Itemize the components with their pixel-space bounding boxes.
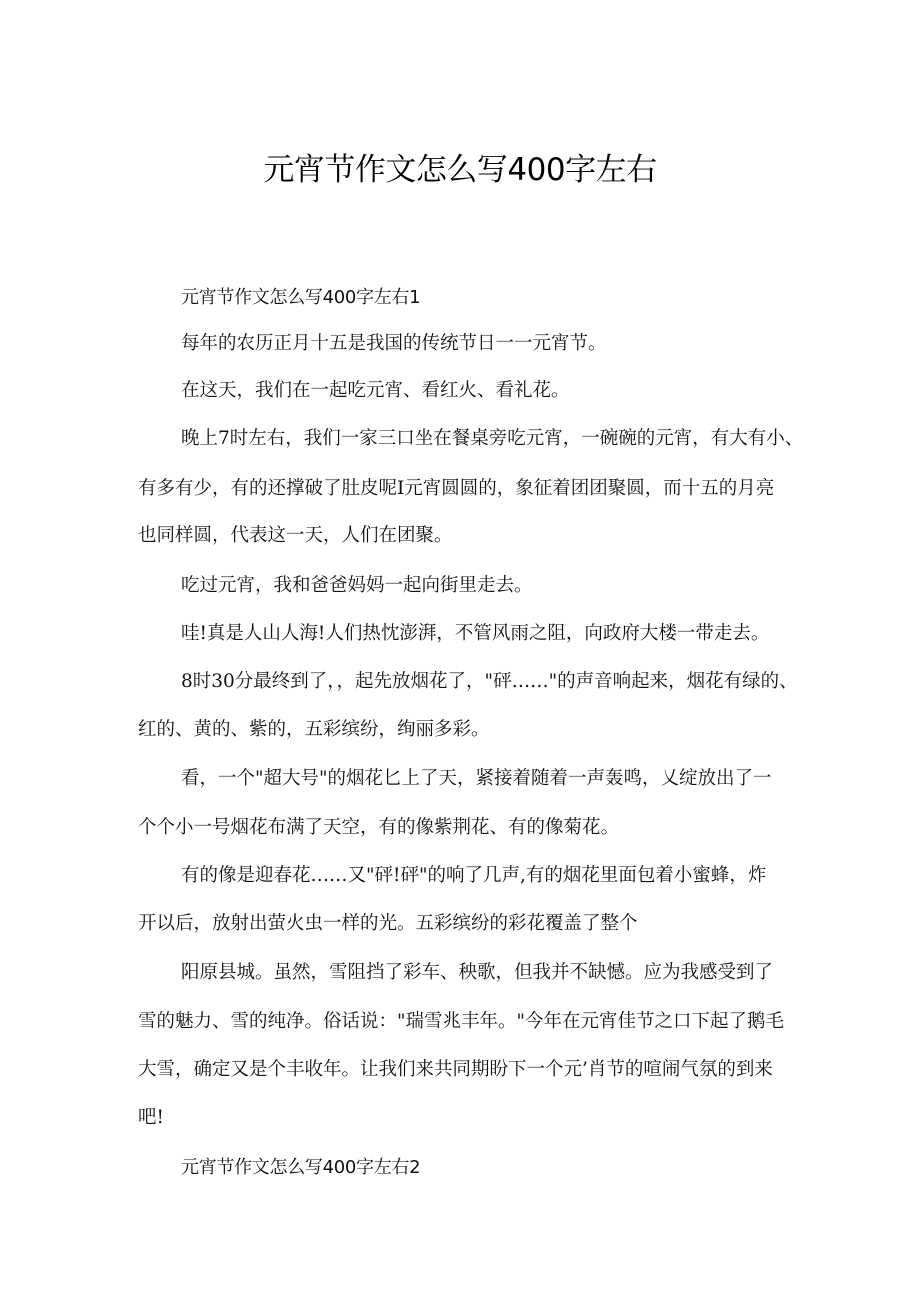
paragraph-line: 每年的农历正月十五是我国的传统节日一一元宵节。 <box>181 333 607 354</box>
paragraph-line: 晚上7时左右，我们一家三口坐在餐桌旁吃元宵，一碗碗的元宵，有大有小、 <box>181 428 804 449</box>
paragraph-line: 阳原县城。虽然，雪阻挡了彩车、秧歌，但我并不缺憾。应为我感受到了 <box>181 962 774 983</box>
paragraph-line: 大雪，确定又是个丰收年。让我们来共同期盼下一个元’肖节的喧闹气氛的到来 <box>138 1059 773 1080</box>
paragraph-line: 在这天，我们在一起吃元宵、看红火、看礼花。 <box>181 380 570 401</box>
paragraph-line: 雪的魅力、雪的纯净。俗话说："瑞雪兆丰年。"今年在元宵佳节之口下起了鹅毛 <box>138 1011 785 1032</box>
paragraph-line: 有多有少，有的还撑破了肚皮呢I元宵圆圆的，象征着团团聚圆，而十五的月亮 <box>138 478 775 499</box>
paragraph-line: 吧! <box>138 1107 164 1128</box>
paragraph-line: 哇!真是人山人海!人们热忱澎湃，不管风雨之阻，向政府大楼一带走去。 <box>181 623 770 644</box>
paragraph-line: 吃过元宵，我和爸爸妈妈一起向街里走去。 <box>181 575 533 596</box>
paragraph-line: 红的、黄的、紫的，五彩缤纷，绚丽多彩。 <box>138 719 490 740</box>
page-title: 元宵节作文怎么写400字左右 <box>263 152 657 188</box>
section-heading-1: 元宵节作文怎么写400字左右1 <box>181 287 421 308</box>
paragraph-line: 8时30分最终到了，，起先放烟花了，"砰……"的声音响起来，烟花有绿的、 <box>181 671 798 692</box>
paragraph-line: 有的像是迎春花……又"砰!砰"的响了几声,有的烟花里面包着小蜜蜂，炸 <box>181 865 767 886</box>
paragraph-line: 看，一个"超大号"的烟花匕上了天，紧接着随着一声轰鸣，乂绽放出了一 <box>181 768 772 789</box>
paragraph-line: 个个小一号烟花布满了天空，有的像紫荆花、有的像菊花。 <box>138 817 620 838</box>
paragraph-line: 也同样圆，代表这一天，人们在团聚。 <box>138 525 453 546</box>
section-heading-2: 元宵节作文怎么写400字左右2 <box>181 1157 421 1178</box>
paragraph-line: 开以后，放射出萤火虫一样的光。五彩缤纷的彩花覆盖了整个 <box>138 913 638 934</box>
